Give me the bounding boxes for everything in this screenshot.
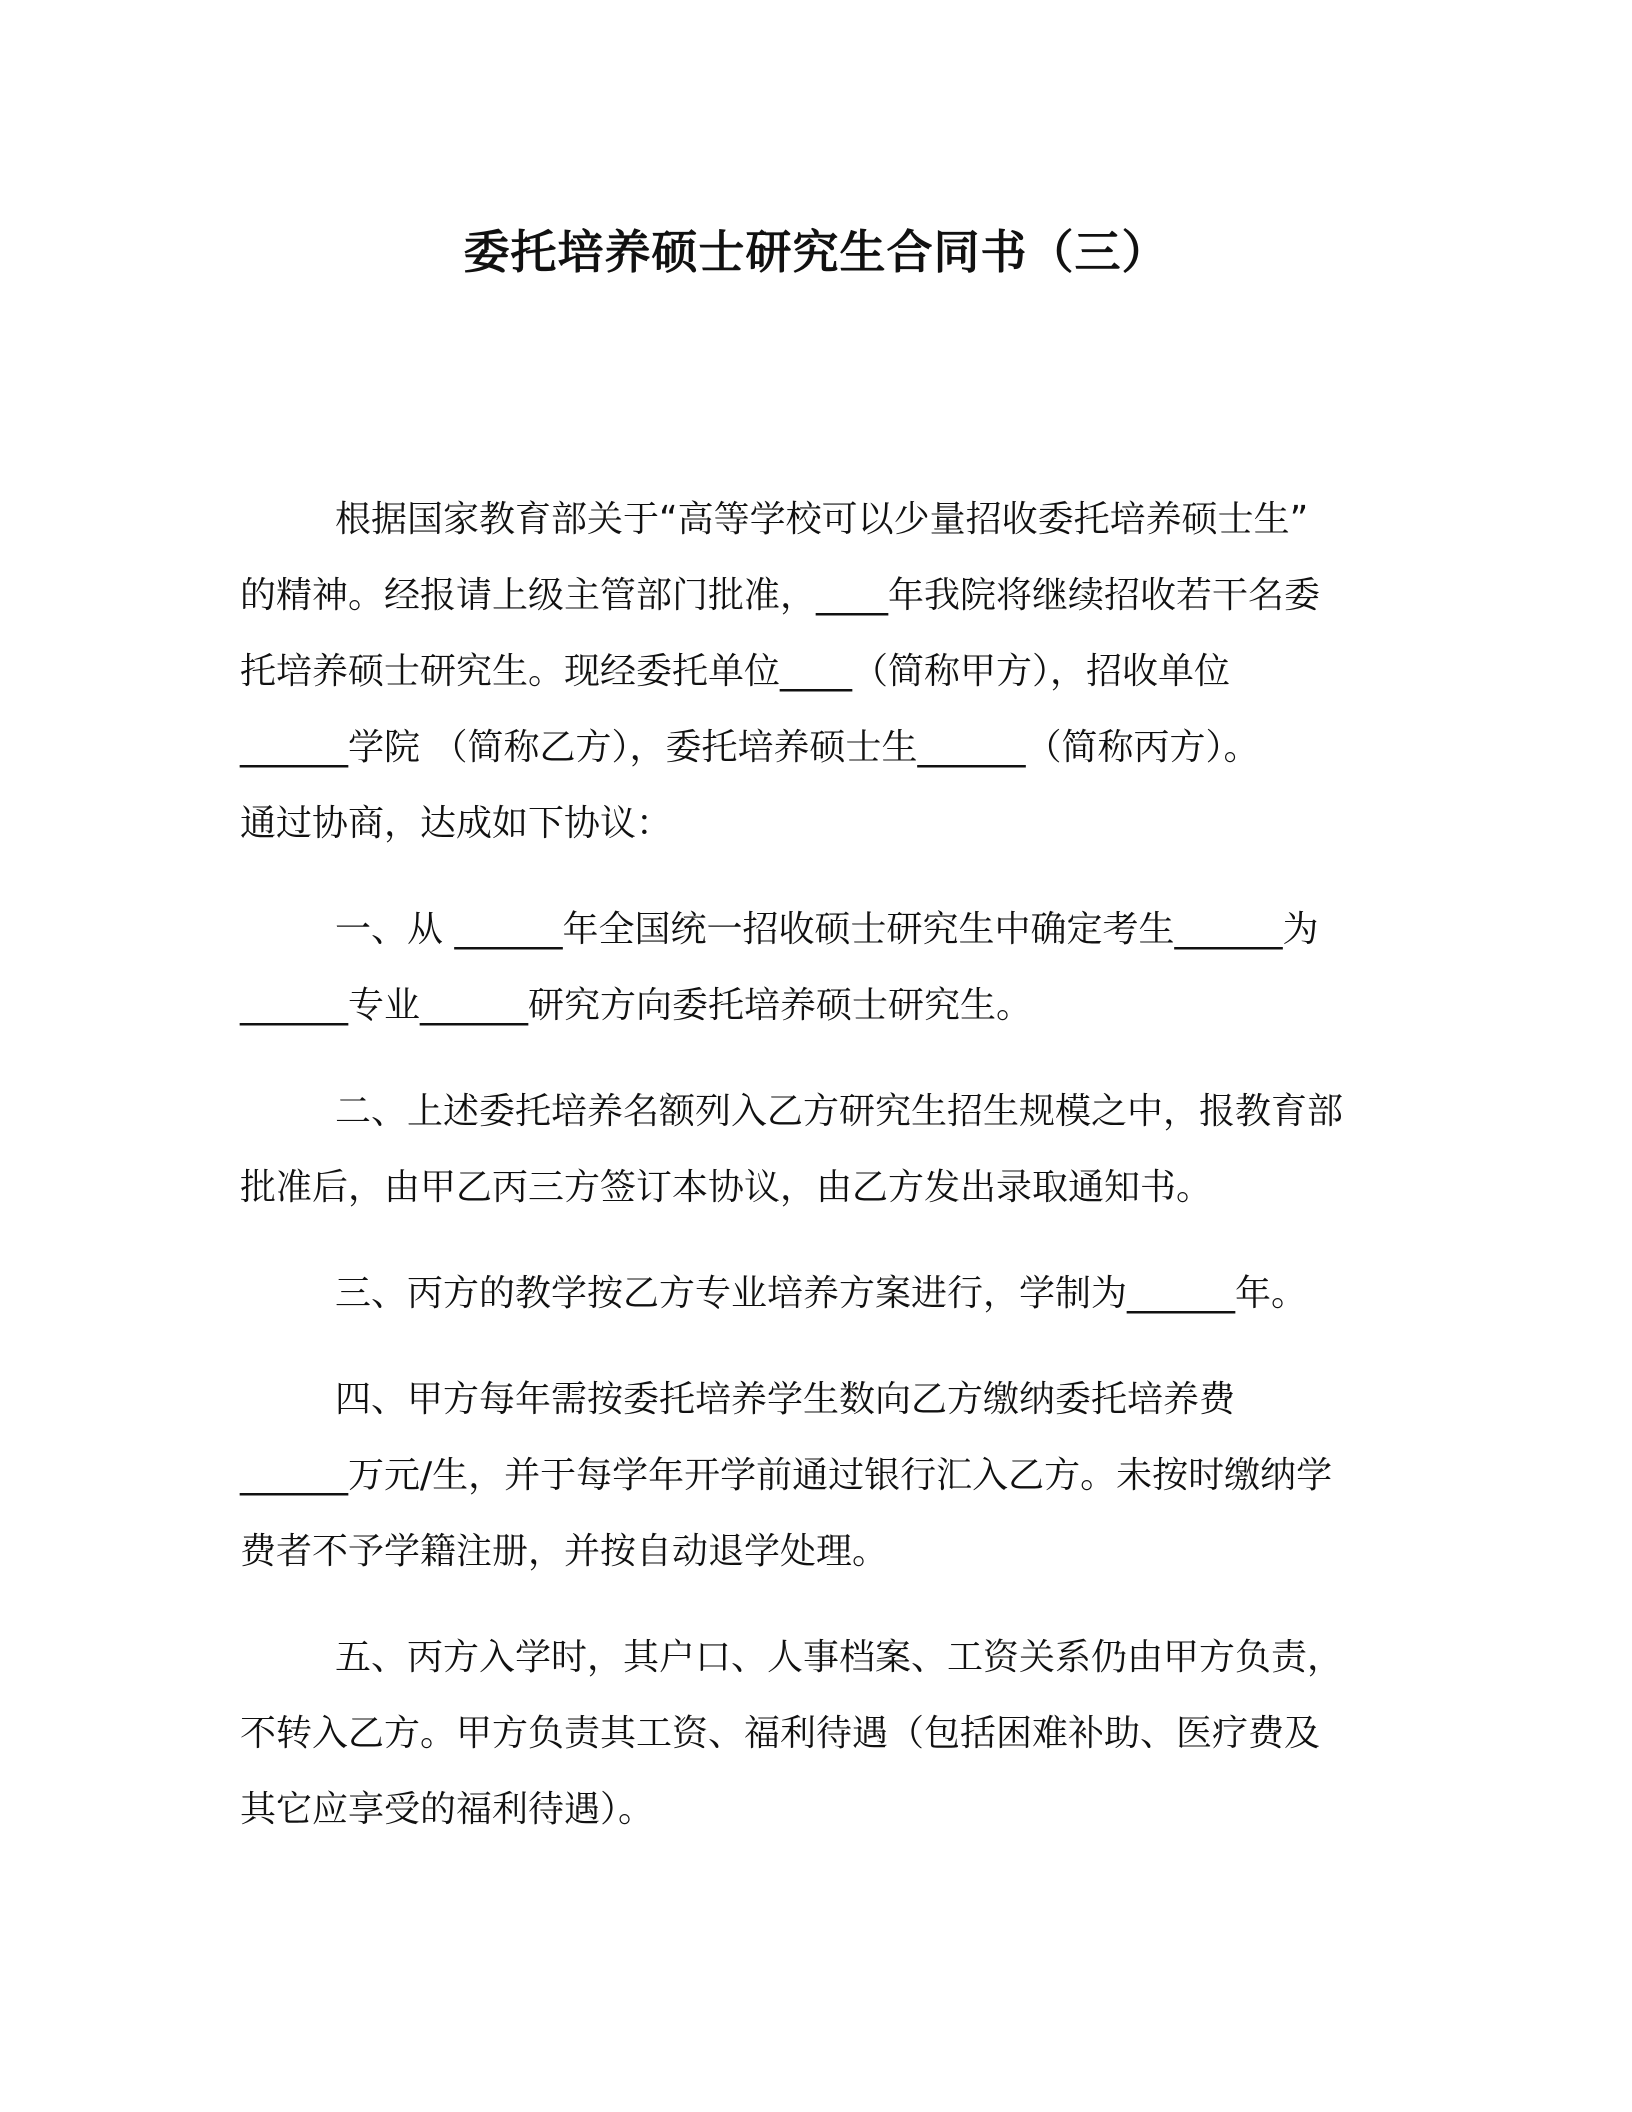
clause-4-line-2: ______万元/生，并于每学年开学前通过银行汇入乙方。未按时缴纳学 xyxy=(240,1455,1333,1496)
clause-1-line-1: 一、从 ______年全国统一招收硕士研究生中确定考生______为 xyxy=(335,909,1319,950)
clause-4-line-3: 费者不予学籍注册，并按自动退学处理。 xyxy=(240,1531,889,1572)
preamble-line-2: 的精神。经报请上级主管部门批准，____年我院将继续招收若干名委 xyxy=(240,575,1321,616)
clause-4-line-1: 四、甲方每年需按委托培养学生数向乙方缴纳委托培养费 xyxy=(335,1379,1236,1420)
clause-1-line-2: ______专业______研究方向委托培养硕士研究生。 xyxy=(240,985,1033,1026)
clause-3-line-1: 三、丙方的教学按乙方专业培养方案进行，学制为______年。 xyxy=(335,1273,1308,1314)
preamble-line-3: 托培养硕士研究生。现经委托单位____（简称甲方），招收单位 xyxy=(240,651,1231,692)
preamble-line-4: ______学院 （简称乙方），委托培养硕士生______（简称丙方）。 xyxy=(240,727,1260,768)
clause-2-line-2: 批准后，由甲乙丙三方签订本协议，由乙方发出录取通知书。 xyxy=(240,1167,1213,1208)
document-title: 委托培养硕士研究生合同书（三） xyxy=(463,225,1169,279)
clause-5-line-3: 其它应享受的福利待遇）。 xyxy=(240,1789,655,1830)
clause-5-line-1: 五、丙方入学时，其户口、人事档案、工资关系仍由甲方负责， xyxy=(335,1637,1344,1678)
preamble-line-5: 通过协商，达成如下协议： xyxy=(240,803,673,844)
clause-5-line-2: 不转入乙方。甲方负责其工资、福利待遇（包括困难补助、医疗费及 xyxy=(240,1713,1321,1754)
preamble-line-1: 根据国家教育部关于“高等学校可以少量招收委托培养硕士生” xyxy=(335,499,1309,540)
clause-2-line-1: 二、上述委托培养名额列入乙方研究生招生规模之中，报教育部 xyxy=(335,1091,1344,1132)
